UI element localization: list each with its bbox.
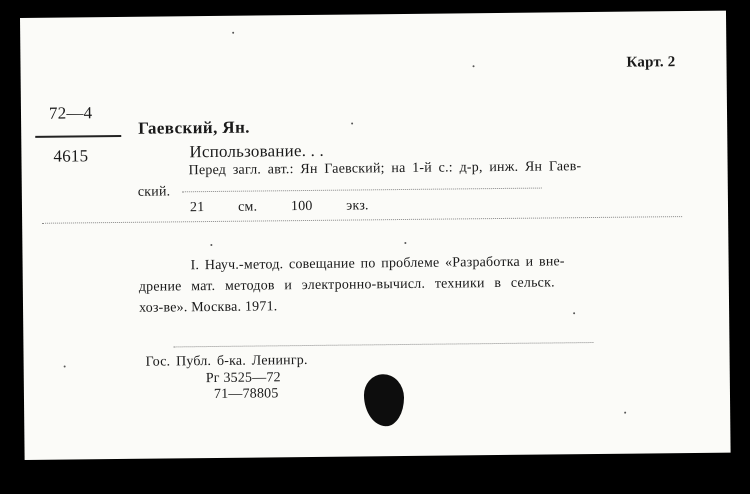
classification-rule [35, 135, 121, 138]
note-line-1: I. Науч.-метод. совещание по проблеме «Разработка и вне- [190, 254, 565, 274]
scan-speck [351, 123, 353, 125]
scan-speck [210, 244, 212, 246]
title-line: Использование. . . [189, 140, 325, 162]
responsibility-line-1: Перед загл. авт.: Ян Гаевский; на 1-й с.: д-р, инж. Ян Гаев- [188, 159, 582, 179]
scan-speck [232, 32, 234, 34]
note-line-3: хоз-ве». Москва. 1971. [138, 299, 278, 316]
scan-noise [173, 342, 593, 348]
scan-speck [64, 366, 66, 368]
note-line-2: дрение мат. методов и электронно-вычисл. техники в сельск. [138, 275, 555, 295]
call-number: 4615 [53, 146, 89, 166]
scan-noise [182, 188, 542, 194]
order-number: 71—78805 [213, 386, 279, 402]
scan-speck [404, 242, 406, 244]
scan-speck [624, 412, 626, 414]
scan-speck [573, 312, 575, 314]
responsibility-line-2: ский. [137, 184, 171, 200]
card-number: Карт. 2 [626, 54, 676, 71]
holding-library: Гос. Публ. б-ка. Ленингр. [145, 353, 308, 370]
registry-number: Рг 3525—72 [205, 370, 281, 387]
ink-blot [364, 374, 405, 426]
scan-noise [42, 216, 682, 225]
author-heading: Гаевский, Ян. [138, 117, 250, 138]
classification-mark: 72—4 [48, 103, 93, 123]
collation-line: 21 см. 100 экз. [189, 198, 369, 216]
catalog-card [20, 11, 731, 460]
scan-speck [473, 65, 475, 67]
